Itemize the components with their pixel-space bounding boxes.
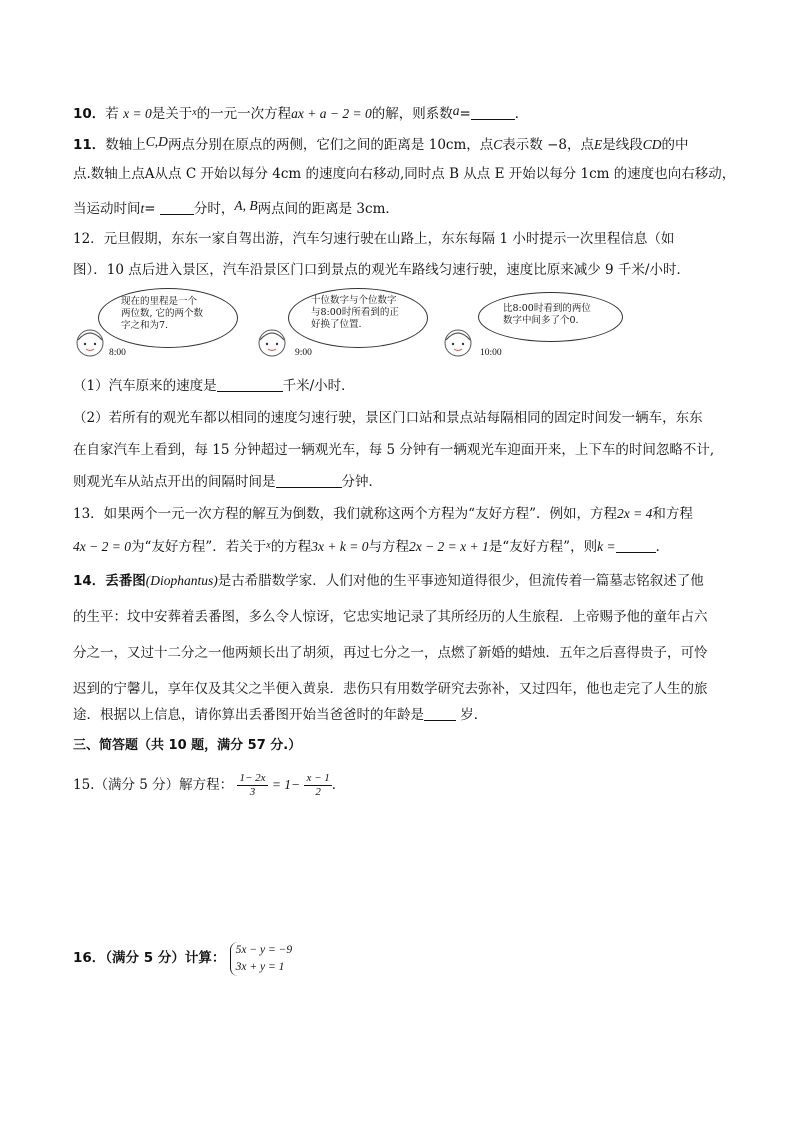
q13-l1-b: 和方程 [652,506,693,522]
q11-l1-d: 表示数 −8，点 [502,137,594,153]
q10-answer-blank[interactable] [471,105,515,120]
question-14-line-1 [73,571,704,591]
q13-l2-eq3: 2x − 2 = x + 1 [408,539,489,554]
q11-l3-ab: A, B [234,198,258,213]
q14-answer-blank[interactable] [424,706,456,721]
q13-l2-b: 的方程 [270,539,312,555]
q13-l2-k: k = [597,539,616,554]
q15-mid: = 1− [271,777,301,792]
question-14-line-2: 的生平：坟中安葬着丢番图，多么令人惊讶，它忠实地记录了其所经历的人生旅程．上帝赐予他的童年占六 [73,609,708,625]
q11-l1-cd2: CD [642,137,662,152]
question-13-line-2 [73,536,669,557]
q10-text-e: = [459,106,471,122]
q11-l1-b: 两点分别在原点的两侧，它们之间的距离是 10cm，点 [167,137,494,153]
q11-l1-g: 的中 [661,137,689,153]
q10-var-a: a [452,103,460,118]
q11-l1-cd: C,D [145,134,168,149]
q11-l3-t: t [140,201,145,216]
q15-frac2-den: 2 [315,786,321,798]
q11-l3-c: 分时， [193,201,235,217]
question-14-line-3: 分之一，又过十二分之一他两颊长出了胡须，再过七分之一，点燃了新婚的蜡烛．五年之后喜得贵子，可怜 [73,645,708,661]
q15-end: ． [331,777,346,793]
child-face-icon [73,326,107,360]
question-16 [73,938,292,978]
q12-p2-l3-a: 则观光车从站点开出的间隔时间是 [73,474,276,490]
q12-p1-answer-blank[interactable] [217,377,283,392]
q10-expr2: ax + a − 2 = 0 [291,106,372,121]
q15-frac1-den: 3 [249,786,256,798]
bubble-9am-line-3: 好换了位置. [311,319,362,330]
bubble-8am-line-1: 现在的里程是一个 [121,296,198,307]
question-11-line-3 [73,196,399,219]
time-label-8am: 8:00 [109,348,126,358]
q11-number: 11． [73,137,106,153]
q16-equation-system [230,942,293,976]
q10-var-x: x [192,107,197,118]
speech-bubble-illustration [73,292,713,362]
q13-l2-eq2: 3x + k = 0 [311,539,369,554]
q13-l2-x: x [266,540,271,551]
bubble-8am-line-2: 两位数, 它的两个数 [121,308,204,319]
q11-answer-blank[interactable] [160,200,194,215]
bubble-9am-line-1: 十位数字与个位数字 [311,295,397,306]
question-12-part-2-line-2: 在自家汽车上看到，每 15 分钟超过一辆观光车，每 5 分钟有一辆观光车迎面开来，上下车的时间忽略不计, [73,442,715,458]
speech-bubble-8am [98,288,238,348]
q11-l1-e: E [594,137,603,152]
question-12-part-2-line-3 [73,472,382,492]
q13-l2-a: 为“友好方程”．若关于 [130,539,267,555]
q13-l2-end: ． [655,539,670,555]
question-12-line-1: 12．元旦假期，东东一家自驾出游，汽车匀速行驶在山路上，东东每隔 1 小时提示一次里程信息（如 [73,231,675,247]
q10-text-c: 的一元一次方程 [196,106,292,122]
question-14-line-5 [73,705,487,725]
q11-l1-f: 是线段 [602,137,643,153]
q11-l3-b: = [144,201,156,217]
q10-text-d: 的解，则系数 [371,106,453,122]
q11-l3-d: 两点间的距离是 3cm． [257,201,399,217]
bubble-10am-line-2: 数字中间多了个0. [503,315,579,326]
question-15 [73,770,345,800]
q16-eq2: 3x + y = 1 [235,960,285,973]
q13-l1-eq: 2x = 4 [616,506,653,521]
q15-frac2-num: x − 1 [306,772,330,784]
bubble-10am-line-1: 比8:00时看到的两位 [503,303,591,314]
q12-p2-answer-blank[interactable] [276,473,342,488]
q15-fraction-left [237,772,267,799]
q13-l2-d: 是“友好方程”，则 [488,539,598,555]
question-11-line-2: 点.数轴上点A从点 C 开始以每分 4cm 的速度向右移动,同时点 B 从点 E 开始以每分 1cm 的速度也向右移动， [73,166,736,182]
q11-l1-a: 数轴上 [105,137,146,153]
q12-p2-l3-b: 分钟． [341,474,382,490]
q13-l2-eq1: 4x − 2 = 0 [73,539,131,554]
q14-l5-a: 途．根据以上信息，请你算出丢番图开始当爸爸时的年龄是 [73,707,424,723]
q15-frac1-num: 1− 2x [239,772,266,784]
question-13-line-1 [73,504,693,524]
q15-fraction-right [304,772,331,799]
q12-p1-a: （1）汽车原来的速度是 [73,378,217,394]
speech-bubble-10am [478,292,623,342]
q14-l1-name: (Diophantus) [145,573,218,588]
child-face-icon [255,326,289,360]
q10-text-b: 是关于 [151,106,193,122]
bubble-9am-line-2: 与8:00时所看到的正 [311,307,399,318]
section-3-heading: 三、简答题（共 10 题，满分 57 分.） [73,738,302,753]
time-label-9am: 9:00 [295,348,312,358]
q10-text-a: 若 [105,106,119,122]
q10-end: ． [514,106,529,122]
time-label-10am: 10:00 [480,348,502,358]
q12-p1-b: 千米/小时． [282,378,355,394]
question-11-line-1 [73,132,689,155]
q15-label: 15.（满分 5 分）解方程： [73,777,234,793]
q11-l3-a: 当运动时间 [73,201,141,217]
q13-l2-c: 与方程 [368,539,409,555]
question-10 [73,101,528,124]
question-12-part-1 [73,376,355,396]
q14-l1-a: 14．丢番图 [73,573,146,589]
q14-l1-b: 是古希腊数学家．人们对他的生平事迹知道得很少，但流传着一篇墓志铭叙述了他 [217,573,704,589]
q10-number: 10． [73,106,106,122]
bubble-8am-line-3: 字之和为7. [121,320,169,331]
child-face-icon [441,326,475,360]
q14-l5-b: 岁． [460,707,488,723]
speech-bubble-9am [288,288,428,348]
q13-answer-blank[interactable] [616,538,656,553]
question-12-part-2-line-1: （2）若所有的观光车都以相同的速度匀速行驶，景区门口站和景点站每隔相同的固定时间发一辆车，东东 [73,410,703,426]
q13-l1-a: 13．如果两个一元一次方程的解互为倒数，我们就称这两个方程为“友好方程”．例如，方程 [73,506,617,522]
q16-eq1: 5x − y = −9 [235,943,293,956]
question-14-line-4: 迟到的宁馨儿，享年仅及其父之半便入黄泉．悲伤只有用数学研究去弥补，又过四年，他也走完了人生的旅 [73,681,708,697]
q16-label: 16．（满分 5 分）计算： [73,950,226,966]
question-12-line-2: 图）．10 点后进入景区，汽车沿景区门口到景点的观光车路线匀速行驶，速度比原来减少 9 千米/小时． [73,262,690,278]
q11-l1-c: C [493,137,503,152]
q10-expr1: x = 0 [123,106,152,121]
